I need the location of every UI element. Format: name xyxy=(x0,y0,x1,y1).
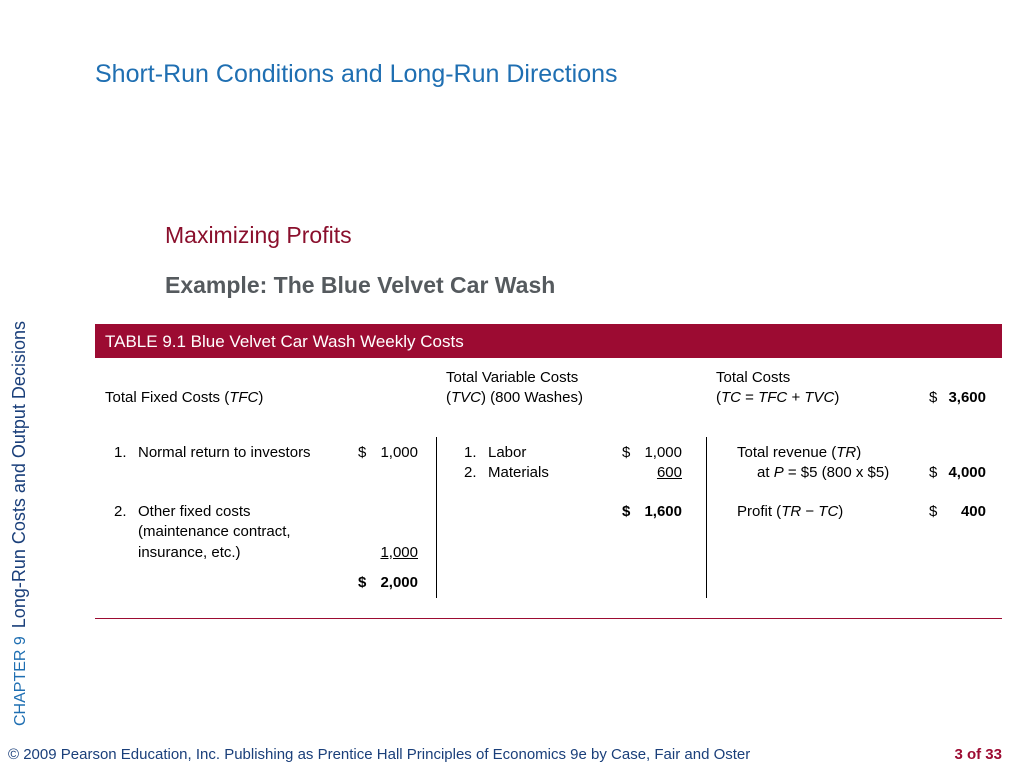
fixed-item2-value: 1,000 xyxy=(380,544,418,561)
variable-total-value: 1,600 xyxy=(644,503,682,520)
variable-item1-value: 1,000 xyxy=(644,444,682,461)
header-variable-costs-line2: (TVC) (800 Washes) xyxy=(446,389,583,406)
chapter-number: CHAPTER 9 xyxy=(12,636,29,726)
total-revenue-value: 4,000 xyxy=(948,464,986,481)
fixed-item1-number: 1. xyxy=(114,444,127,461)
total-costs-value: 3,600 xyxy=(948,389,986,406)
page-number: 3 of 33 xyxy=(954,746,1002,763)
fixed-total-value: 2,000 xyxy=(380,574,418,591)
fixed-item2-label-line2: (maintenance contract, xyxy=(138,523,291,540)
footer-copyright: © 2009 Pearson Education, Inc. Publishing as Prentice Hall Principles of Economics 9e by Case, Fair and Oster xyxy=(8,746,751,763)
slide-title: Short-Run Conditions and Long-Run Directions xyxy=(95,60,618,88)
table-bottom-rule xyxy=(95,618,1002,619)
fixed-item1-dollar: $ xyxy=(358,444,367,461)
total-revenue-price-note: at P = $5 (800 x $5) xyxy=(757,464,890,481)
header-variable-costs-line1: Total Variable Costs xyxy=(446,369,579,386)
variable-total-dollar: $ xyxy=(622,503,631,520)
header-total-costs-line1: Total Costs xyxy=(716,369,791,386)
profit-dollar: $ xyxy=(929,503,938,520)
variable-item1-number: 1. xyxy=(464,444,477,461)
total-costs-dollar-sign: $ xyxy=(929,389,938,406)
variable-item2-number: 2. xyxy=(464,464,477,481)
section-subtitle: Maximizing Profits xyxy=(165,222,352,248)
variable-item2-value: 600 xyxy=(656,464,682,481)
header-total-costs-line2: (TC = TFC + TVC) xyxy=(716,389,840,406)
profit-value: 400 xyxy=(960,503,986,520)
variable-item1-label: Labor xyxy=(488,444,527,461)
example-heading: Example: The Blue Velvet Car Wash xyxy=(165,272,556,298)
column-divider-1 xyxy=(436,437,437,598)
fixed-total-dollar: $ xyxy=(358,574,367,591)
chapter-title: Long-Run Costs and Output Decisions xyxy=(9,321,29,629)
header-fixed-costs: Total Fixed Costs (TFC) xyxy=(105,389,264,406)
fixed-item1-value: 1,000 xyxy=(380,444,418,461)
fixed-item2-label-line1: Other fixed costs xyxy=(138,503,251,520)
chapter-side-label xyxy=(4,256,34,726)
total-revenue-label: Total revenue (TR) xyxy=(737,444,862,461)
fixed-item2-label-line3: insurance, etc.) xyxy=(138,544,241,561)
fixed-item2-number: 2. xyxy=(114,503,127,520)
column-divider-2 xyxy=(706,437,707,598)
variable-item1-dollar: $ xyxy=(622,444,631,461)
fixed-item1-label: Normal return to investors xyxy=(138,444,311,461)
profit-label: Profit (TR − TC) xyxy=(737,503,844,520)
table-caption: TABLE 9.1 Blue Velvet Car Wash Weekly Costs xyxy=(95,324,1002,358)
total-revenue-dollar: $ xyxy=(929,464,938,481)
variable-item2-label: Materials xyxy=(488,464,549,481)
